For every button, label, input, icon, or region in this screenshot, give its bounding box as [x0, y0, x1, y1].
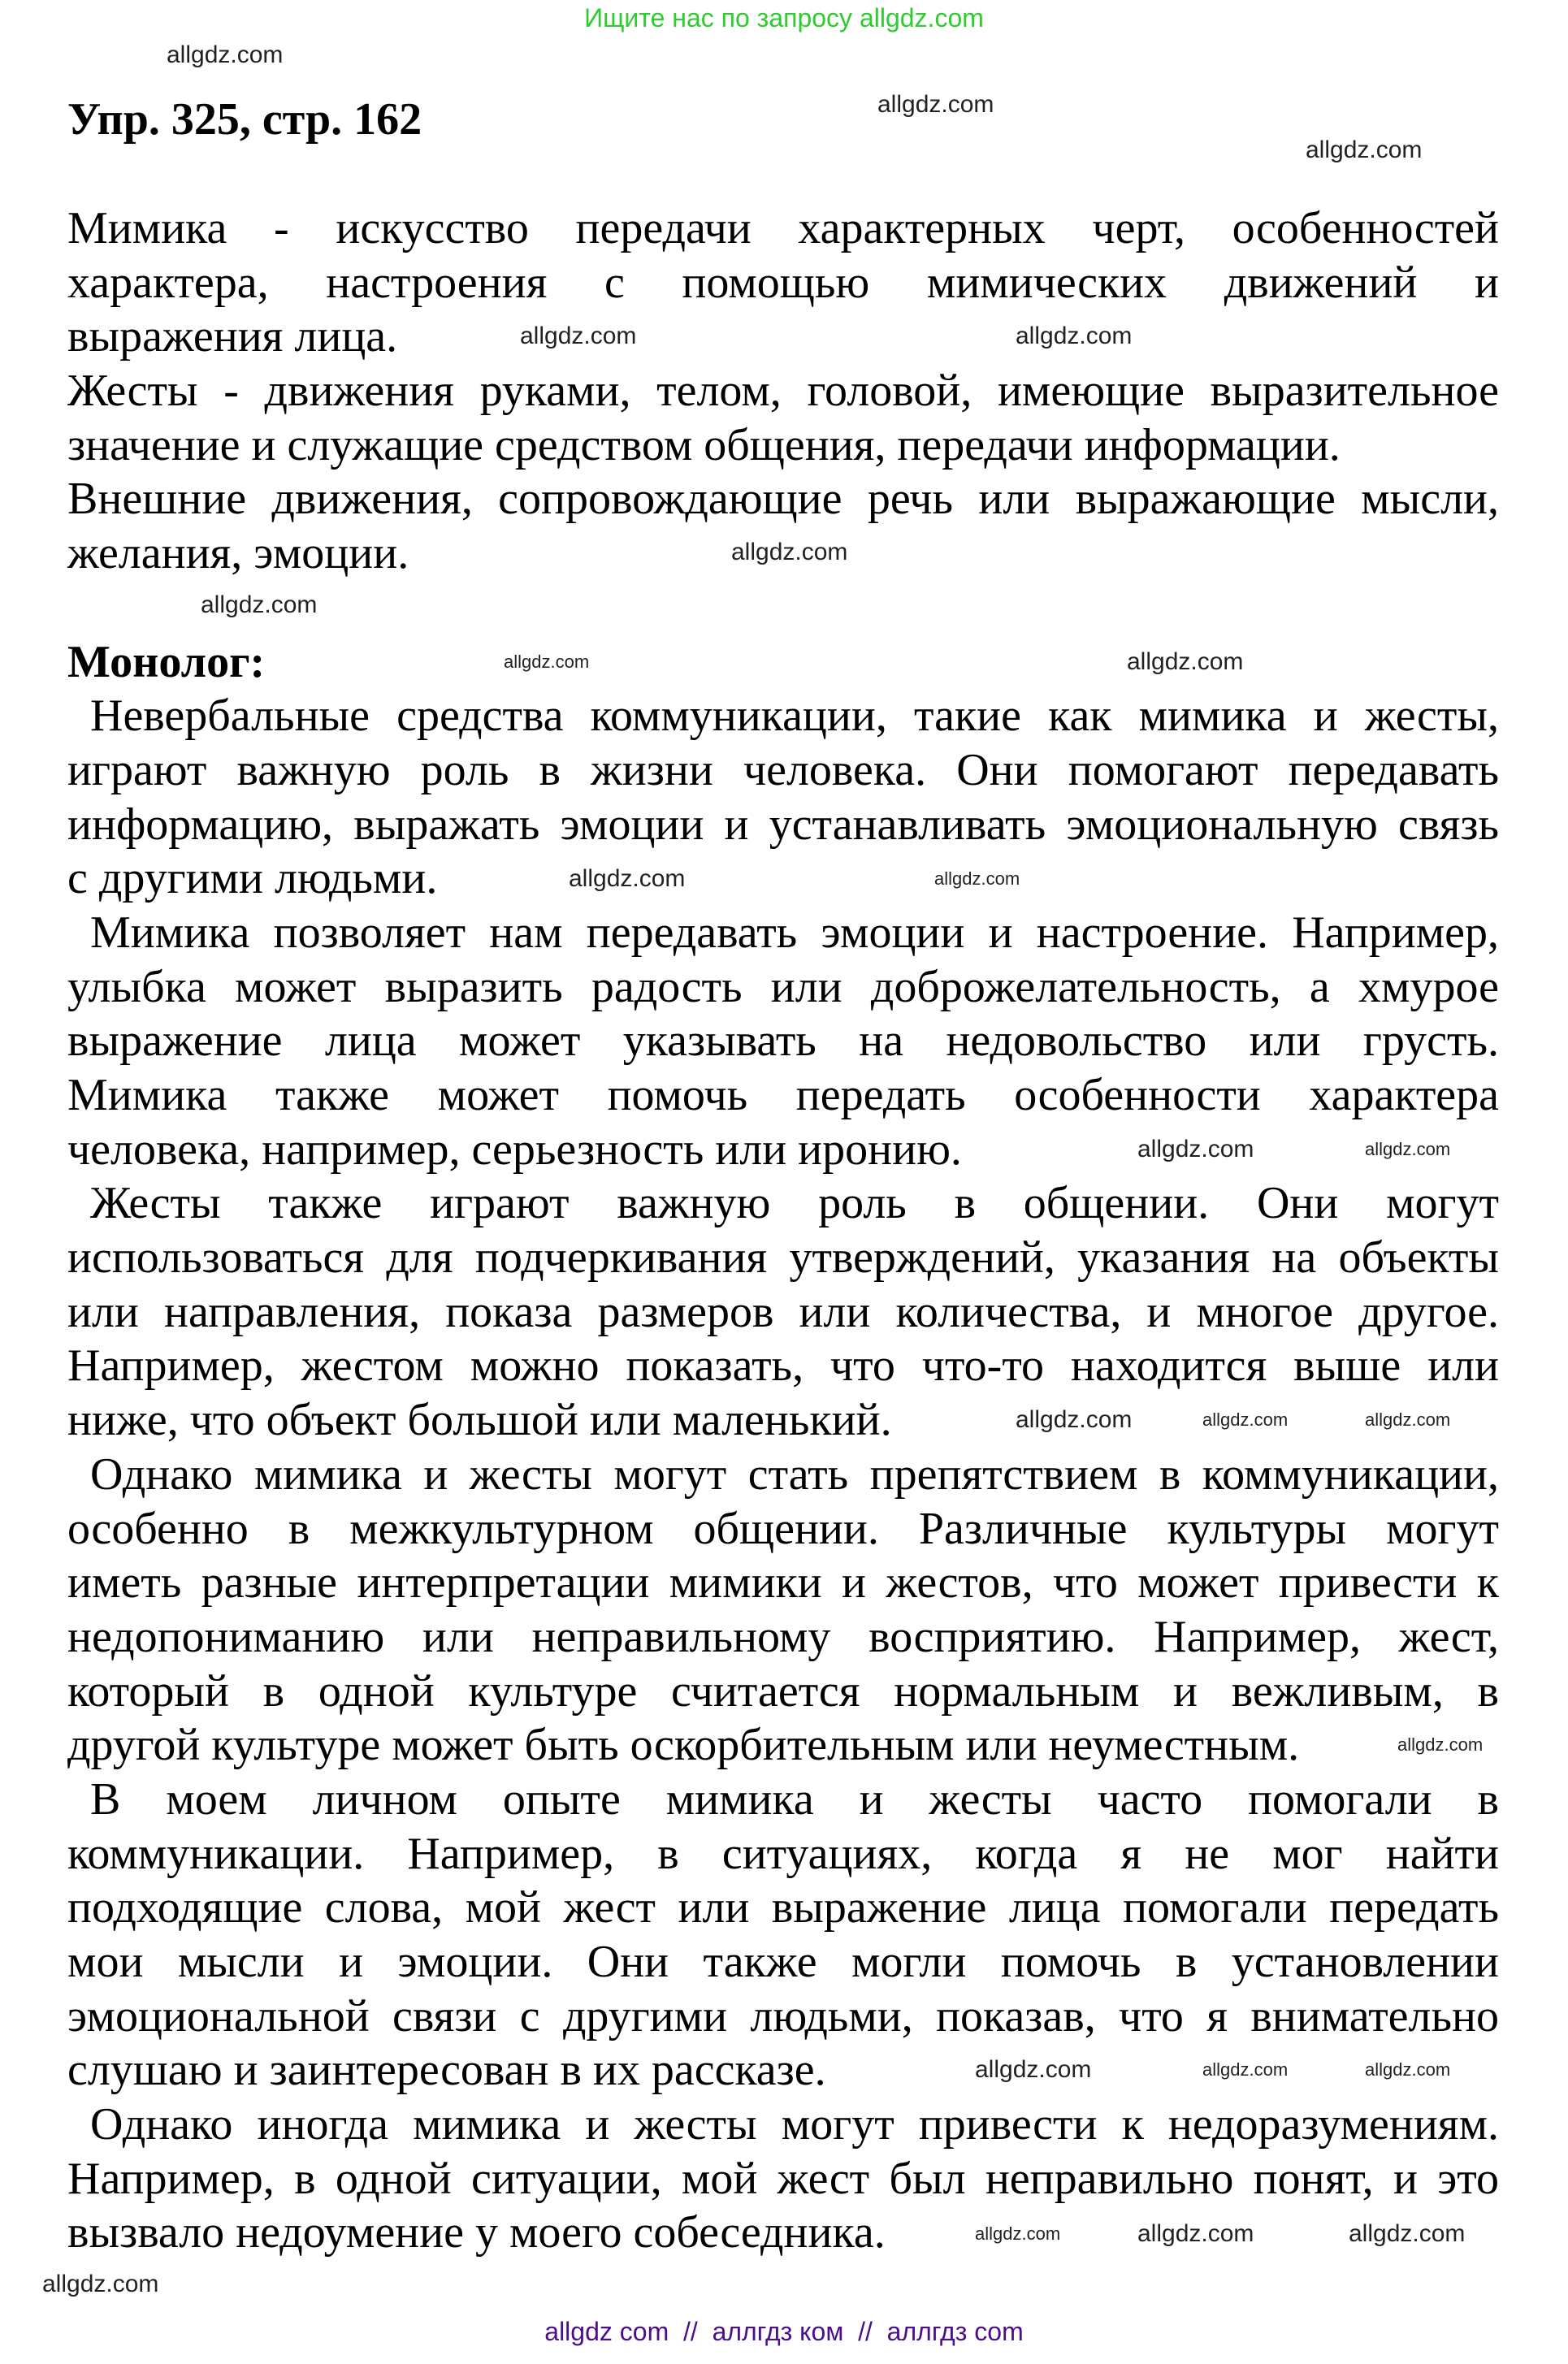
text-line: Например, в одной ситуации, мой жест был неправильно понят, и это [67, 2153, 1499, 2204]
watermark: allgdz.com [975, 2223, 1061, 2244]
watermark: allgdz.com [504, 652, 590, 672]
watermark: allgdz.com [1397, 1734, 1484, 1755]
watermark: allgdz.com [1127, 648, 1244, 675]
watermark: allgdz.com [1365, 1139, 1451, 1159]
text-line: человека, например, серьезность или иронию. [67, 1124, 962, 1175]
text-line: ниже, что объект большой или маленький. [67, 1395, 892, 1446]
watermark: allgdz.com [1137, 1136, 1254, 1163]
watermark: allgdz.com [569, 865, 686, 892]
watermark: allgdz.com [975, 2056, 1092, 2083]
document-body [67, 201, 1499, 2260]
text-line: В моем личном опыте мимика и жесты часто помогали в [90, 1773, 1499, 1825]
top-banner: Ищите нас по запросу allgdz.com [584, 3, 984, 32]
watermark: allgdz.com [1365, 1409, 1451, 1430]
text-line: выражение лица может указывать на недовольство или грусть. [67, 1015, 1499, 1067]
text-line: с другими людьми. [67, 853, 438, 904]
text-line: желания, эмоции. [67, 528, 409, 579]
watermark: allgdz.com [1365, 2059, 1451, 2080]
text-line: Мимика позволяет нам передавать эмоции и настроение. Например, [90, 907, 1499, 958]
text-line: Внешние движения, сопровождающие речь или выражающие мысли, [67, 474, 1499, 525]
text-line: подходящие слова, мой жест или выражение лица помогали передать [67, 1882, 1499, 1933]
text-line: Например, жестом можно показать, что что-то находится выше или [67, 1340, 1499, 1392]
text-line: выражения лица. [67, 311, 398, 362]
text-line: Мимика также может помочь передать особенности характера [67, 1070, 1499, 1120]
text-line: эмоциональной связи с другими людьми, показав, что я внимательно [67, 1990, 1499, 2041]
text-line: мои мысли и эмоции. Они также могли помочь в установлении [67, 1937, 1499, 1987]
text-line: Жесты также играют важную роль в общении. Они могут [90, 1178, 1499, 1229]
watermark: allgdz.com [42, 2271, 159, 2297]
text-line: Невербальные средства коммуникации, такие как мимика и жесты, [90, 691, 1499, 742]
footer-watermark: allgdz com // аллгдз ком // аллгдз com [544, 2317, 1024, 2346]
section-heading: Монолог: [67, 636, 266, 687]
text-line: Жесты - движения руками, телом, головой, имеющие выразительное [67, 366, 1499, 417]
watermark: allgdz.com [201, 591, 318, 618]
watermark: allgdz.com [520, 323, 637, 349]
text-line: другой культуре может быть оскорбительным или неуместным. [67, 1720, 1300, 1771]
watermark: allgdz.com [1202, 1409, 1289, 1430]
page-title: Упр. 325, стр. 162 [67, 94, 422, 145]
text-line: иметь разные интерпретации мимики и жестов, что может привести к [67, 1557, 1499, 1608]
watermark: allgdz.com [1202, 2059, 1289, 2080]
watermark: allgdz.com [1349, 2220, 1466, 2247]
text-line: вызвало недоумение у моего собеседника. [67, 2207, 886, 2258]
watermark: allgdz.com [731, 539, 848, 565]
watermark: allgdz.com [1306, 136, 1423, 163]
text-line: информацию, выражать эмоции и устанавливать эмоциональную связь [67, 799, 1499, 850]
text-line: Однако иногда мимика и жесты могут привести к недоразумениям. [90, 2099, 1499, 2150]
text-line: характера, настроения с помощью мимических движений и [67, 257, 1499, 308]
text-line: играют важную роль в жизни человека. Они помогают передавать [67, 744, 1499, 795]
watermark: allgdz.com [1137, 2220, 1254, 2247]
text-line: Однако мимика и жесты могут стать препятствием в коммуникации, [90, 1448, 1499, 1500]
watermark: allgdz.com [1016, 1406, 1133, 1433]
watermark: allgdz.com [934, 868, 1020, 889]
watermark: allgdz.com [167, 41, 284, 68]
text-line: коммуникации. Например, в ситуациях, когда я не мог найти [67, 1828, 1499, 1879]
text-line: улыбка может выразить радость или доброжелательность, а хмурое [67, 961, 1499, 1012]
text-line: значение и служащие средством общения, передачи информации. [67, 419, 1341, 470]
text-line: использоваться для подчеркивания утверждений, указания на объекты [67, 1232, 1499, 1284]
text-line: недопониманию или неправильному восприятию. Например, жест, [67, 1611, 1499, 1662]
watermark: allgdz.com [1016, 323, 1133, 349]
text-line: который в одной культуре считается нормальным и вежливым, в [67, 1665, 1499, 1717]
text-line: Мимика - искусство передачи характерных черт, особенностей [67, 203, 1499, 253]
text-line: или направления, показа размеров или количества, и многое другое. [67, 1286, 1499, 1337]
text-line: слушаю и заинтересован в их рассказе. [67, 2045, 826, 2096]
watermark: allgdz.com [877, 91, 994, 118]
text-line: особенно в межкультурном общении. Различные культуры могут [67, 1503, 1499, 1554]
